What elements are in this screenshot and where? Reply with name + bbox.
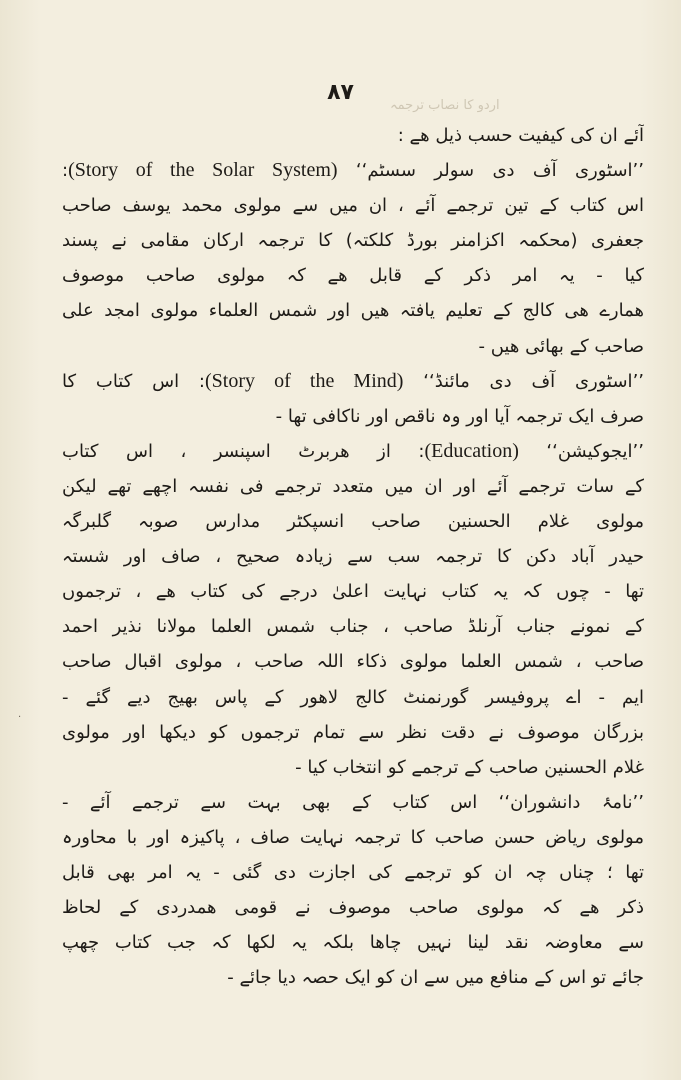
urdu-text: صاحب ، شمس العلما مولوی ذکاء اللہ صاحب ، مولوی اقبال صاحب: [62, 651, 644, 673]
text-line: [62, 574, 644, 609]
english-title: (Education): [424, 439, 519, 462]
urdu-text: تھا ؛ چناں چہ ان کو ترجمے کی اجازت دی گئی - یہ امر بھی قابل: [62, 861, 644, 883]
text-line: [62, 399, 644, 434]
urdu-text: غلام الحسنین صاحب کے ترجمے کو انتخاب کیا -: [295, 756, 644, 778]
urdu-text: مولوی غلام الحسنین صاحب انسپکٹر مدارس صوبہ گلبرگہ: [62, 511, 644, 533]
urdu-text-tail: : از ھربرٹ اسپنسر ، اس کتاب: [62, 440, 425, 462]
urdu-text: صرف ایک ترجمہ آیا اور وہ ناقص اور ناکافی تھا -: [275, 405, 644, 427]
urdu-text: ایم - اے پروفیسر گورنمنٹ کالج لاھور کے پاس بھیج دیے گئے -: [62, 686, 644, 708]
faint-running-header: اردو کا نصاب ترجمہ: [390, 98, 500, 113]
urdu-text: سے معاوضہ نقد لینا نہیں چاھا بلکہ یہ لکھا کہ جب کتاب چھپ: [62, 932, 644, 954]
text-line: [62, 364, 644, 399]
urdu-text: مولوی ریاض حسن صاحب کا ترجمہ نہایت صاف ، پاکیزہ اور با محاورہ: [62, 826, 644, 848]
text-line: [62, 855, 644, 890]
text-line: [62, 118, 644, 153]
text-line: [62, 434, 644, 469]
urdu-text: جعفری (محکمہ اکزامنر بورڈ کلکتہ) کا ترجمہ ارکان مقامی نے پسند: [62, 230, 644, 252]
urdu-text: جائے تو اس کے منافع میں سے ان کو ایک حصہ دیا جائے -: [227, 967, 644, 989]
text-line: [62, 785, 644, 820]
urdu-text: ذکر ھے کہ مولوی صاحب موصوف نے قومی ھمدردی کے لحاظ: [62, 897, 644, 919]
text-line: [62, 750, 644, 785]
text-line: [62, 539, 644, 574]
text-line: [62, 680, 644, 715]
text-line: [62, 715, 644, 750]
text-line: [62, 153, 644, 188]
urdu-text: اس کتاب کے تین ترجمے آئے ، ان میں سے مولوی محمد یوسف صاحب: [62, 195, 644, 217]
text-line: [62, 644, 644, 679]
urdu-text-tail: : اس کتاب کا: [62, 370, 206, 392]
english-title: (Story of the Mind): [205, 369, 404, 392]
urdu-text: ’’اسٹوری آف دی سولر سسٹم‘‘: [355, 160, 644, 182]
english-title: (Story of the Solar System): [68, 159, 338, 182]
text-line: [62, 820, 644, 855]
text-line: [62, 469, 644, 504]
urdu-text: ’’ایجوکیشن‘‘: [546, 440, 644, 462]
text-line: [62, 258, 644, 293]
urdu-text: ’’اسٹوری آف دی مائنڈ‘‘: [423, 370, 644, 392]
urdu-text: ’’نامۂ دانشوران‘‘ اس کتاب کے بھی بہت سے ترجمے آئے -: [62, 791, 644, 813]
text-line: [62, 504, 644, 539]
urdu-text: کے سات ترجمے آئے اور ان میں متعدد ترجمے فی نفسہ اچھے تھے لیکن: [62, 475, 644, 497]
text-line: [62, 890, 644, 925]
text-line: [62, 609, 644, 644]
text-line: [62, 188, 644, 223]
urdu-text-tail: :: [62, 160, 69, 182]
page-number: ۸۷: [327, 80, 354, 105]
text-line: [62, 925, 644, 960]
urdu-text: ھمارے ھی کالج کے تعلیم یافتہ ھیں اور شمس العلماء مولوی امجد علی: [62, 300, 644, 322]
urdu-text: صاحب کے بھائی ھیں -: [478, 335, 644, 357]
text-line: [62, 223, 644, 258]
urdu-text: آئے ان کی کیفیت حسب ذیل ھے :: [397, 125, 644, 146]
urdu-text: حیدر آباد دکن کا ترجمہ سب سے زیادہ صحیح ، صاف اور شستہ: [62, 546, 644, 568]
text-line: [62, 329, 644, 364]
urdu-text: کے نمونے جناب آرنلڈ صاحب ، جناب شمس العلما مولانا نذیر احمد: [62, 616, 644, 638]
page-body-text: [62, 118, 644, 995]
urdu-text: کیا - یہ امر ذکر کے قابل ھے کہ مولوی صاحب موصوف: [62, 265, 644, 287]
text-line: [62, 960, 644, 995]
text-line: [62, 293, 644, 328]
urdu-text: تھا - چوں کہ یہ کتاب نہایت اعلیٰ درجے کی کتاب ھے ، ترجموں: [62, 581, 644, 603]
margin-speck: ·: [18, 712, 22, 723]
urdu-text: بزرگان موصوف نے دقت نظر سے تمام ترجموں کو دیکھا اور مولوی: [62, 721, 644, 743]
